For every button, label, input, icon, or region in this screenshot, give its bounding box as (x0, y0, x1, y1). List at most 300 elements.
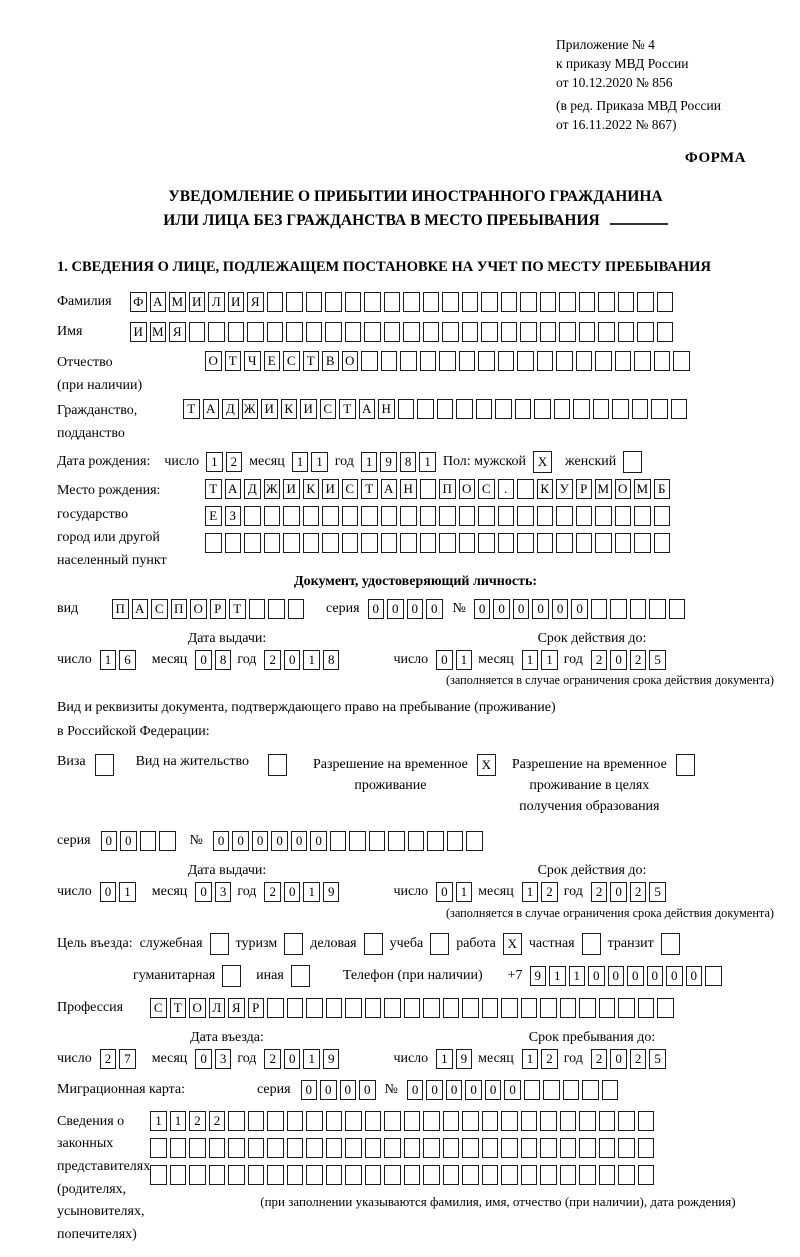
char-cell[interactable] (615, 351, 632, 371)
char-cell[interactable] (521, 1165, 538, 1185)
char-cell[interactable] (540, 1165, 557, 1185)
char-cell[interactable] (381, 533, 398, 553)
char-cell[interactable] (283, 506, 300, 526)
char-cell[interactable] (534, 399, 551, 419)
char-cell[interactable] (369, 831, 386, 851)
char-cell[interactable]: 2 (541, 882, 558, 902)
char-cell[interactable] (225, 533, 242, 553)
char-cell[interactable] (501, 1165, 518, 1185)
char-cell[interactable]: Т (205, 479, 222, 499)
char-cell[interactable]: 0 (610, 650, 627, 670)
char-cell[interactable]: 3 (215, 1049, 232, 1069)
char-cell[interactable] (208, 322, 225, 342)
char-cell[interactable]: Я (169, 322, 186, 342)
char-cell[interactable]: 2 (264, 882, 281, 902)
char-cell[interactable] (632, 399, 649, 419)
char-cell[interactable]: 9 (323, 1049, 340, 1069)
char-cell[interactable] (228, 1138, 245, 1158)
char-cell[interactable] (498, 351, 515, 371)
char-cell[interactable]: 2 (226, 452, 243, 472)
char-cell[interactable] (342, 533, 359, 553)
char-cell[interactable]: 1 (549, 966, 566, 986)
char-cell[interactable] (306, 1138, 323, 1158)
char-cell[interactable]: 0 (359, 1080, 376, 1100)
char-cell[interactable] (442, 322, 459, 342)
char-cell[interactable] (364, 322, 381, 342)
char-cell[interactable]: 2 (591, 882, 608, 902)
char-cell[interactable] (286, 292, 303, 312)
char-cell[interactable]: X (503, 933, 522, 955)
char-cell[interactable]: 1 (303, 650, 320, 670)
char-cell[interactable] (228, 1111, 245, 1131)
char-cell[interactable] (602, 1080, 619, 1100)
char-cell[interactable] (443, 1111, 460, 1131)
char-cell[interactable] (582, 933, 601, 955)
char-cell[interactable]: 0 (252, 831, 269, 851)
char-cell[interactable]: И (228, 292, 245, 312)
char-cell[interactable] (403, 292, 420, 312)
char-cell[interactable]: 0 (310, 831, 327, 851)
char-cell[interactable] (303, 506, 320, 526)
char-cell[interactable]: 0 (213, 831, 230, 851)
char-cell[interactable]: X (477, 754, 496, 776)
char-cell[interactable] (630, 599, 647, 619)
char-cell[interactable] (268, 599, 285, 619)
char-cell[interactable] (501, 322, 518, 342)
char-cell[interactable] (248, 1138, 265, 1158)
char-cell[interactable] (634, 506, 651, 526)
char-cell[interactable]: 1 (170, 1111, 187, 1131)
char-cell[interactable] (388, 831, 405, 851)
char-cell[interactable]: Р (248, 998, 265, 1018)
char-cell[interactable] (306, 322, 323, 342)
char-cell[interactable] (576, 506, 593, 526)
char-cell[interactable] (462, 1165, 479, 1185)
char-cell[interactable]: 2 (100, 1049, 117, 1069)
char-cell[interactable]: Р (210, 599, 227, 619)
char-cell[interactable] (482, 1111, 499, 1131)
char-cell[interactable]: К (281, 399, 298, 419)
char-cell[interactable] (306, 1165, 323, 1185)
char-cell[interactable] (423, 998, 440, 1018)
char-cell[interactable]: 0 (100, 882, 117, 902)
char-cell[interactable]: 0 (436, 650, 453, 670)
char-cell[interactable] (400, 506, 417, 526)
char-cell[interactable] (267, 322, 284, 342)
char-cell[interactable] (291, 965, 310, 987)
char-cell[interactable] (540, 322, 557, 342)
char-cell[interactable]: Т (229, 599, 246, 619)
char-cell[interactable]: 1 (206, 452, 223, 472)
char-cell[interactable]: 0 (647, 966, 664, 986)
char-cell[interactable] (462, 1138, 479, 1158)
char-cell[interactable]: 1 (456, 882, 473, 902)
char-cell[interactable]: 8 (323, 650, 340, 670)
char-cell[interactable]: 2 (630, 650, 647, 670)
char-cell[interactable] (287, 998, 304, 1018)
char-cell[interactable]: 0 (532, 599, 549, 619)
char-cell[interactable]: 2 (591, 1049, 608, 1069)
char-cell[interactable]: 0 (101, 831, 118, 851)
char-cell[interactable]: Е (264, 351, 281, 371)
char-cell[interactable]: П (171, 599, 188, 619)
char-cell[interactable] (287, 1111, 304, 1131)
char-cell[interactable]: 0 (301, 1080, 318, 1100)
char-cell[interactable] (618, 322, 635, 342)
char-cell[interactable] (400, 533, 417, 553)
char-cell[interactable] (543, 1080, 560, 1100)
char-cell[interactable]: 1 (569, 966, 586, 986)
char-cell[interactable] (537, 506, 554, 526)
char-cell[interactable]: 0 (504, 1080, 521, 1100)
char-cell[interactable]: Я (228, 998, 245, 1018)
char-cell[interactable] (520, 292, 537, 312)
char-cell[interactable] (384, 1138, 401, 1158)
char-cell[interactable] (501, 1111, 518, 1131)
char-cell[interactable] (615, 506, 632, 526)
char-cell[interactable]: 0 (232, 831, 249, 851)
char-cell[interactable]: 1 (361, 452, 378, 472)
char-cell[interactable] (170, 1138, 187, 1158)
char-cell[interactable] (248, 1165, 265, 1185)
char-cell[interactable] (579, 322, 596, 342)
char-cell[interactable] (325, 322, 342, 342)
char-cell[interactable] (540, 998, 557, 1018)
char-cell[interactable]: Т (303, 351, 320, 371)
char-cell[interactable] (326, 1138, 343, 1158)
char-cell[interactable]: 1 (522, 650, 539, 670)
char-cell[interactable]: С (151, 599, 168, 619)
char-cell[interactable]: 0 (195, 882, 212, 902)
char-cell[interactable] (439, 533, 456, 553)
char-cell[interactable] (322, 506, 339, 526)
char-cell[interactable] (618, 998, 635, 1018)
char-cell[interactable] (554, 399, 571, 419)
char-cell[interactable]: . (498, 479, 515, 499)
char-cell[interactable]: 1 (541, 650, 558, 670)
char-cell[interactable] (248, 1111, 265, 1131)
char-cell[interactable] (287, 1165, 304, 1185)
char-cell[interactable]: 0 (195, 1049, 212, 1069)
char-cell[interactable] (579, 1111, 596, 1131)
char-cell[interactable]: X (533, 451, 552, 473)
char-cell[interactable] (540, 292, 557, 312)
char-cell[interactable]: 6 (119, 650, 136, 670)
char-cell[interactable] (524, 1080, 541, 1100)
char-cell[interactable] (517, 533, 534, 553)
char-cell[interactable] (384, 292, 401, 312)
char-cell[interactable]: О (189, 998, 206, 1018)
char-cell[interactable]: Т (361, 479, 378, 499)
char-cell[interactable]: К (537, 479, 554, 499)
char-cell[interactable] (423, 292, 440, 312)
char-cell[interactable] (482, 1165, 499, 1185)
char-cell[interactable] (478, 351, 495, 371)
char-cell[interactable] (159, 831, 176, 851)
char-cell[interactable]: 0 (627, 966, 644, 986)
char-cell[interactable] (364, 292, 381, 312)
char-cell[interactable]: 0 (666, 966, 683, 986)
char-cell[interactable] (582, 1080, 599, 1100)
char-cell[interactable]: 0 (291, 831, 308, 851)
char-cell[interactable]: С (320, 399, 337, 419)
char-cell[interactable] (560, 1138, 577, 1158)
char-cell[interactable]: 1 (419, 452, 436, 472)
char-cell[interactable] (439, 351, 456, 371)
char-cell[interactable] (423, 322, 440, 342)
char-cell[interactable] (408, 831, 425, 851)
char-cell[interactable] (423, 1138, 440, 1158)
char-cell[interactable] (209, 1165, 226, 1185)
char-cell[interactable] (579, 998, 596, 1018)
char-cell[interactable]: Р (576, 479, 593, 499)
char-cell[interactable]: М (595, 479, 612, 499)
char-cell[interactable]: 0 (407, 599, 424, 619)
char-cell[interactable] (342, 506, 359, 526)
char-cell[interactable] (521, 998, 538, 1018)
char-cell[interactable] (517, 479, 534, 499)
char-cell[interactable] (638, 1111, 655, 1131)
char-cell[interactable] (306, 998, 323, 1018)
char-cell[interactable] (661, 933, 680, 955)
char-cell[interactable] (381, 351, 398, 371)
char-cell[interactable]: О (342, 351, 359, 371)
char-cell[interactable]: 1 (456, 650, 473, 670)
char-cell[interactable]: Ж (242, 399, 259, 419)
char-cell[interactable]: 2 (591, 650, 608, 670)
char-cell[interactable]: 1 (522, 882, 539, 902)
char-cell[interactable] (563, 1080, 580, 1100)
char-cell[interactable]: 9 (323, 882, 340, 902)
char-cell[interactable]: 5 (649, 882, 666, 902)
char-cell[interactable]: С (150, 998, 167, 1018)
char-cell[interactable] (205, 533, 222, 553)
char-cell[interactable] (267, 1165, 284, 1185)
char-cell[interactable]: З (225, 506, 242, 526)
char-cell[interactable] (264, 506, 281, 526)
char-cell[interactable]: 0 (340, 1080, 357, 1100)
char-cell[interactable] (442, 292, 459, 312)
char-cell[interactable] (384, 998, 401, 1018)
char-cell[interactable] (361, 351, 378, 371)
char-cell[interactable] (443, 998, 460, 1018)
char-cell[interactable] (95, 754, 114, 776)
char-cell[interactable] (365, 1138, 382, 1158)
char-cell[interactable] (365, 998, 382, 1018)
char-cell[interactable]: 0 (474, 599, 491, 619)
char-cell[interactable] (537, 533, 554, 553)
char-cell[interactable] (427, 831, 444, 851)
char-cell[interactable] (306, 1111, 323, 1131)
char-cell[interactable] (462, 322, 479, 342)
char-cell[interactable] (618, 292, 635, 312)
char-cell[interactable]: М (150, 322, 167, 342)
char-cell[interactable]: П (112, 599, 129, 619)
char-cell[interactable] (520, 322, 537, 342)
char-cell[interactable]: Ч (244, 351, 261, 371)
char-cell[interactable] (189, 1165, 206, 1185)
char-cell[interactable]: 0 (493, 599, 510, 619)
char-cell[interactable]: 2 (209, 1111, 226, 1131)
char-cell[interactable]: 0 (513, 599, 530, 619)
char-cell[interactable]: 3 (215, 882, 232, 902)
char-cell[interactable]: О (205, 351, 222, 371)
char-cell[interactable] (501, 1138, 518, 1158)
char-cell[interactable] (649, 599, 666, 619)
char-cell[interactable] (517, 351, 534, 371)
char-cell[interactable]: 1 (119, 882, 136, 902)
char-cell[interactable] (476, 399, 493, 419)
char-cell[interactable]: Т (170, 998, 187, 1018)
char-cell[interactable] (404, 1138, 421, 1158)
char-cell[interactable]: Д (244, 479, 261, 499)
char-cell[interactable]: 0 (436, 882, 453, 902)
char-cell[interactable] (287, 1138, 304, 1158)
char-cell[interactable] (579, 292, 596, 312)
char-cell[interactable] (595, 351, 612, 371)
char-cell[interactable]: Е (205, 506, 222, 526)
char-cell[interactable]: 0 (284, 650, 301, 670)
char-cell[interactable] (439, 506, 456, 526)
char-cell[interactable] (268, 754, 287, 776)
char-cell[interactable] (618, 1111, 635, 1131)
char-cell[interactable] (437, 399, 454, 419)
char-cell[interactable]: 2 (541, 1049, 558, 1069)
char-cell[interactable] (420, 479, 437, 499)
char-cell[interactable] (345, 1165, 362, 1185)
char-cell[interactable]: О (615, 479, 632, 499)
char-cell[interactable] (705, 966, 722, 986)
char-cell[interactable] (676, 754, 695, 776)
char-cell[interactable]: 2 (264, 650, 281, 670)
char-cell[interactable] (247, 322, 264, 342)
char-cell[interactable]: 0 (271, 831, 288, 851)
char-cell[interactable] (430, 933, 449, 955)
char-cell[interactable]: 1 (292, 452, 309, 472)
char-cell[interactable]: 1 (436, 1049, 453, 1069)
char-cell[interactable] (482, 998, 499, 1018)
char-cell[interactable] (170, 1165, 187, 1185)
char-cell[interactable] (556, 506, 573, 526)
char-cell[interactable]: 0 (320, 1080, 337, 1100)
char-cell[interactable]: 8 (400, 452, 417, 472)
char-cell[interactable] (654, 506, 671, 526)
char-cell[interactable]: 0 (588, 966, 605, 986)
char-cell[interactable] (189, 322, 206, 342)
char-cell[interactable] (599, 1138, 616, 1158)
char-cell[interactable]: В (322, 351, 339, 371)
char-cell[interactable] (612, 399, 629, 419)
char-cell[interactable] (521, 1111, 538, 1131)
char-cell[interactable]: 2 (264, 1049, 281, 1069)
char-cell[interactable] (482, 1138, 499, 1158)
char-cell[interactable]: 0 (610, 882, 627, 902)
char-cell[interactable] (284, 933, 303, 955)
char-cell[interactable] (657, 998, 674, 1018)
char-cell[interactable] (150, 1138, 167, 1158)
char-cell[interactable] (637, 292, 654, 312)
char-cell[interactable] (345, 322, 362, 342)
char-cell[interactable] (521, 1138, 538, 1158)
char-cell[interactable] (599, 1111, 616, 1131)
char-cell[interactable] (634, 533, 651, 553)
char-cell[interactable]: 1 (303, 1049, 320, 1069)
char-cell[interactable] (404, 1111, 421, 1131)
char-cell[interactable]: А (381, 479, 398, 499)
char-cell[interactable] (384, 1165, 401, 1185)
char-cell[interactable]: И (261, 399, 278, 419)
char-cell[interactable]: А (132, 599, 149, 619)
char-cell[interactable]: 8 (215, 650, 232, 670)
char-cell[interactable] (222, 965, 241, 987)
char-cell[interactable]: 0 (571, 599, 588, 619)
char-cell[interactable] (478, 533, 495, 553)
char-cell[interactable] (288, 599, 305, 619)
char-cell[interactable] (140, 831, 157, 851)
char-cell[interactable]: 0 (426, 1080, 443, 1100)
char-cell[interactable] (326, 1111, 343, 1131)
char-cell[interactable] (540, 1111, 557, 1131)
char-cell[interactable] (556, 533, 573, 553)
char-cell[interactable]: С (342, 479, 359, 499)
char-cell[interactable] (495, 399, 512, 419)
char-cell[interactable] (595, 506, 612, 526)
char-cell[interactable]: О (459, 479, 476, 499)
char-cell[interactable]: 1 (522, 1049, 539, 1069)
char-cell[interactable] (326, 1165, 343, 1185)
char-cell[interactable] (599, 998, 616, 1018)
char-cell[interactable] (654, 351, 671, 371)
char-cell[interactable] (481, 292, 498, 312)
char-cell[interactable]: Н (378, 399, 395, 419)
char-cell[interactable]: 2 (630, 882, 647, 902)
char-cell[interactable]: М (169, 292, 186, 312)
char-cell[interactable]: Т (225, 351, 242, 371)
char-cell[interactable] (210, 933, 229, 955)
char-cell[interactable] (267, 998, 284, 1018)
char-cell[interactable]: 0 (195, 650, 212, 670)
char-cell[interactable] (365, 1111, 382, 1131)
char-cell[interactable]: 1 (150, 1111, 167, 1131)
char-cell[interactable] (443, 1138, 460, 1158)
char-cell[interactable] (654, 533, 671, 553)
char-cell[interactable] (579, 1165, 596, 1185)
char-cell[interactable]: У (556, 479, 573, 499)
char-cell[interactable] (673, 351, 690, 371)
char-cell[interactable]: 1 (303, 882, 320, 902)
char-cell[interactable] (591, 599, 608, 619)
char-cell[interactable]: Б (654, 479, 671, 499)
char-cell[interactable] (381, 506, 398, 526)
char-cell[interactable] (595, 533, 612, 553)
char-cell[interactable] (400, 351, 417, 371)
char-cell[interactable] (325, 292, 342, 312)
char-cell[interactable]: А (203, 399, 220, 419)
char-cell[interactable] (459, 533, 476, 553)
char-cell[interactable] (398, 399, 415, 419)
char-cell[interactable] (345, 292, 362, 312)
char-cell[interactable] (361, 533, 378, 553)
char-cell[interactable] (345, 998, 362, 1018)
char-cell[interactable]: 0 (284, 882, 301, 902)
char-cell[interactable] (559, 292, 576, 312)
char-cell[interactable]: 0 (120, 831, 137, 851)
char-cell[interactable]: Л (209, 998, 226, 1018)
char-cell[interactable] (443, 1165, 460, 1185)
char-cell[interactable] (423, 1165, 440, 1185)
char-cell[interactable]: 2 (630, 1049, 647, 1069)
char-cell[interactable] (417, 399, 434, 419)
